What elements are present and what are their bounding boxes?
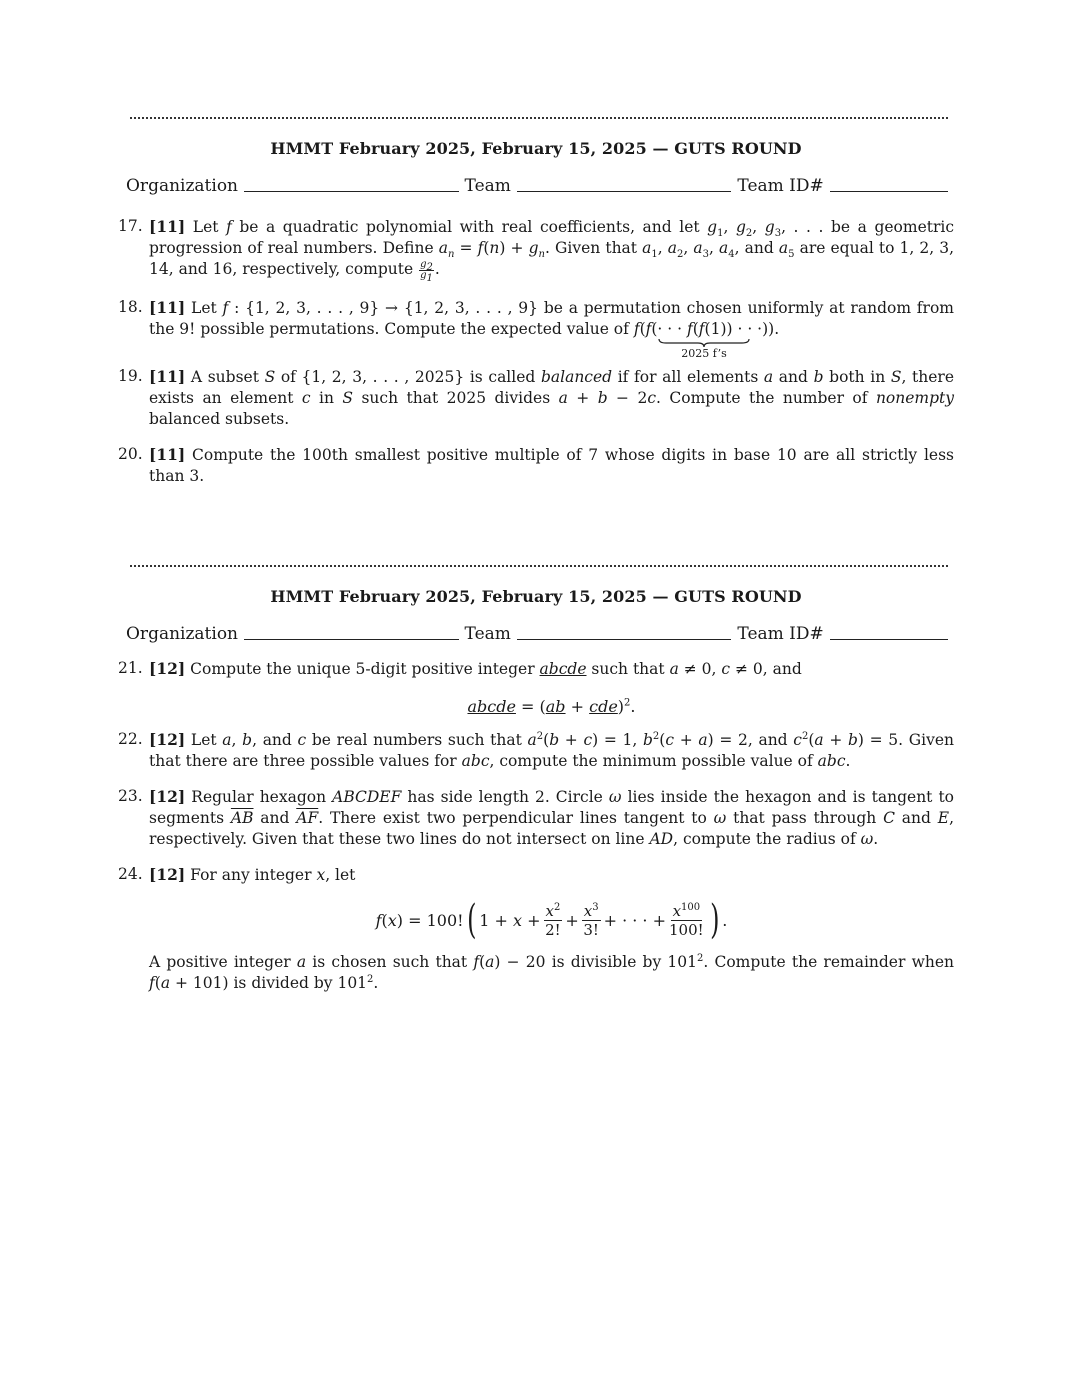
team-id-blank[interactable] <box>830 191 948 192</box>
problem-points: [11] <box>149 297 186 317</box>
problem-points: [12] <box>149 659 186 678</box>
underbrace-expression: f(f(· · · f(f(1)) · · ·)) 2025 f’s <box>633 319 775 360</box>
problem-number: 21. <box>118 659 143 677</box>
team-id-label: Team ID# <box>737 624 824 644</box>
equation-24: f(x) = 100! ( 1 + x + $\frac{x^2}{2!}$ + $\frac{x^3}{3!}$ + · · · + $\frac{x^{100}}{100!}$ ) . <box>375 897 728 943</box>
organization-label: Organization <box>126 624 239 644</box>
problem-number: 24. <box>118 865 143 883</box>
team-info-fields <box>118 176 954 196</box>
underbrace-label: 2025 f’s <box>681 346 727 360</box>
cut-line <box>130 117 948 119</box>
problem-24: 24. [12] For any integer x, let f(x) = 100! ( 1 + x + $\frac{x^2}{2!}$ + $\frac{x^3}{3!}$ + · · · + $\frac{x^{100}}{100!}$ ) . A positive integer a is chosen such that f(a) − 20 is divisible by $101^2$. Compute the remainder when f(a + 101) is divided by $101^2$. <box>118 865 954 992</box>
problem-number: 20. <box>118 444 143 463</box>
fraction-g2-over-g1: $\frac{g_2}{g_1}$ <box>420 258 433 284</box>
answer-sheet-1 <box>118 117 954 487</box>
problem-18: 18. [11] Let f : {1, 2, 3, . . . , 9} → {1, 2, 3, . . . , 9} be a permutation chosen uniformly at random from the 9! possible permutations. Compute the expected value of f(f(· · · f(f(1)) · · ·)) 2025 f’s . <box>118 297 954 360</box>
organization-blank[interactable] <box>244 191 459 192</box>
problem-number: 22. <box>118 730 143 748</box>
team-label: Team <box>464 624 511 644</box>
problem-points: [12] <box>149 787 186 806</box>
team-info-fields <box>118 624 954 644</box>
problem-points: [11] <box>149 366 186 386</box>
problem-19: 19. [11] A subset S of {1, 2, 3, . . . , 2025} is called balanced if for all elements a and b both in S, there exists an element c in S such that 2025 divides a + b − 2c. Compute the number of nonempty balanced subsets. <box>118 366 955 428</box>
team-id-label: Team ID# <box>737 176 824 196</box>
problem-number: 23. <box>118 787 143 805</box>
team-blank[interactable] <box>517 191 732 192</box>
problem-17: 17. [11] Let f be a quadratic polynomial with real coefficients, and let $g_1$, $g_2$, $g_3$, . . . be a geometric progression of real numbers. Define $a_n = f(n) + g_n$. Given that $a_1$, $a_2$, $a_3$, $a_4$, and $a_5$ are equal to 1, 2, 3, 14, and 16, respectively, compute $\frac{g_2}{g_1}$ . <box>118 217 955 284</box>
problem-points: [11] <box>149 217 186 236</box>
problem-24-continuation: A positive integer a is chosen such that f(a) − 20 is divisible by $101^2$. Compute the remainder when f(a + 101) is divided by $101^2$. <box>149 952 954 992</box>
organization-blank[interactable] <box>244 639 459 640</box>
problem-20: 20. [11] Compute the 100th smallest positive multiple of 7 whose digits in base 10 are all strictly less than 3. <box>118 444 954 485</box>
underbrace-icon <box>658 338 750 348</box>
problem-number: 18. <box>118 297 143 316</box>
equation-21: abcde = (ab + cde)$^2$. <box>467 697 636 716</box>
problem-number: 19. <box>118 366 143 385</box>
answer-sheet-2 <box>118 565 954 994</box>
team-blank[interactable] <box>517 639 732 640</box>
organization-label: Organization <box>126 176 239 196</box>
problem-points: [12] <box>149 730 186 749</box>
problem-23: 23. [12] Regular hexagon ABCDEF has side length 2. Circle ω lies inside the hexagon and is tangent to segments $\overline{AB}$ and $\overline{AF}$. There exist two perpendicular lines tangent to ω that pass through C and E, respectively. Given that these two lines do not intersect on line AD, compute the radius of ω. <box>118 787 955 848</box>
problem-points: [12] <box>149 865 186 884</box>
problem-22: 22. [12] Let a, b, and c be real numbers such that $a^2(b + c) = 1$, $b^2(c + a) = 2$, and $c^2(a + b) = 5$. Given that there are three possible values for abc, compute the minimum possible value of abc. <box>118 730 955 770</box>
problem-number: 17. <box>118 217 143 235</box>
sheet-title: HMMT February 2025, February 15, 2025 — GUTS ROUND <box>270 139 802 158</box>
cut-line <box>130 565 948 567</box>
team-label: Team <box>464 176 511 196</box>
problem-points: [11] <box>149 444 186 464</box>
team-id-blank[interactable] <box>830 639 948 640</box>
sheet-title: HMMT February 2025, February 15, 2025 — GUTS ROUND <box>270 587 802 606</box>
problem-21: 21. [12] Compute the unique 5-digit positive integer abcde such that a ≠ 0, c ≠ 0, and abcde = (ab + cde)$^2$. <box>118 658 954 717</box>
